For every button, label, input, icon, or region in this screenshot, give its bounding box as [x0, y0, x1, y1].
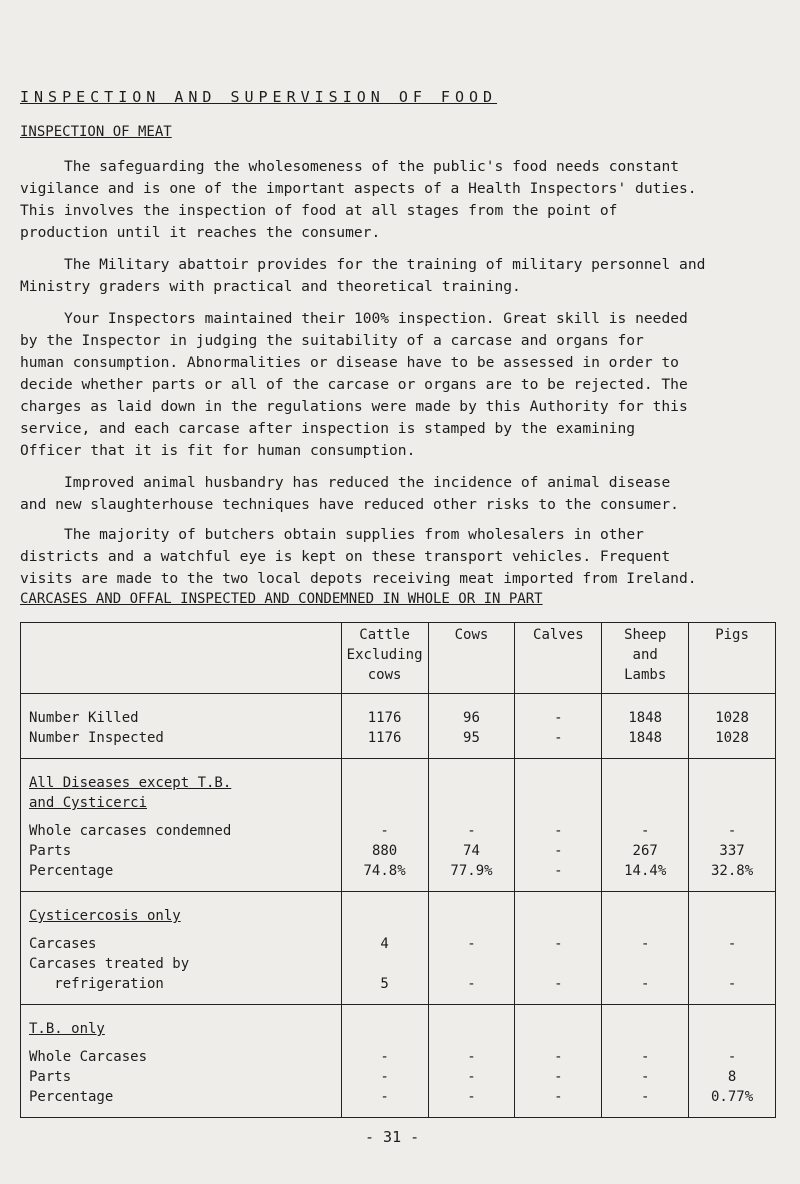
table-body — [21, 694, 776, 1118]
paragraph-1 — [20, 156, 780, 244]
row-labels — [21, 694, 342, 759]
cell-value: 1848 — [628, 730, 663, 746]
column-header — [341, 623, 428, 694]
cell-value: - — [554, 976, 563, 992]
cell-value: 8 — [727, 1069, 737, 1085]
cell-value: - — [554, 1069, 563, 1085]
value-cell — [515, 759, 602, 892]
value-cell — [602, 892, 689, 1005]
section-heading-line: and Cysticerci — [29, 795, 148, 811]
cell-value: - — [467, 936, 476, 952]
cell-value — [515, 954, 601, 974]
value-cell — [428, 1005, 515, 1118]
cell-spacer — [689, 1019, 775, 1047]
cell-value: - — [640, 1069, 650, 1085]
cell-value: - — [380, 1049, 389, 1065]
table-section — [21, 759, 776, 892]
cell-value — [429, 954, 515, 974]
paragraph-line: human consumption. Abnormalities or disease have to be assessed in order to — [20, 354, 679, 371]
cell-value: - — [380, 1089, 389, 1105]
cell-value: - — [467, 1089, 476, 1105]
cell-value: - — [727, 976, 737, 992]
cell-value: - — [467, 1069, 476, 1085]
cell-value — [689, 954, 775, 974]
table-section — [21, 892, 776, 1005]
cell-value — [602, 954, 688, 974]
paragraph-line: Improved animal husbandry has reduced the incidence of animal disease — [64, 474, 671, 491]
row-label: Carcases treated by — [29, 956, 190, 972]
value-cell — [602, 759, 689, 892]
cell-value: - — [554, 1049, 563, 1065]
paragraph-line: Ministry graders with practical and theoretical training. — [20, 278, 521, 295]
cell-spacer — [602, 773, 688, 821]
paragraph-line: and new slaughterhouse techniques have reduced other risks to the consumer. — [20, 496, 679, 513]
column-header-line: Excluding — [346, 647, 423, 663]
cell-value: - — [554, 843, 563, 859]
cell-value: - — [380, 1069, 389, 1085]
value-cell — [341, 1005, 428, 1118]
cell-value: - — [727, 936, 737, 952]
column-header-line: Pigs — [715, 627, 749, 643]
page-number: - 31 - — [365, 1128, 420, 1146]
paragraph-line: This involves the inspection of food at all stages from the point of — [20, 202, 618, 219]
column-header-line: and — [632, 647, 658, 663]
cell-value: 1848 — [628, 710, 663, 726]
row-labels — [21, 892, 342, 1005]
cell-value: 0.77% — [710, 1089, 754, 1105]
row-label: Whole carcases condemned — [29, 823, 232, 839]
column-header — [689, 623, 776, 694]
row-label: Parts — [29, 1069, 72, 1085]
cell-value: 4 — [380, 936, 389, 952]
value-cell — [341, 759, 428, 892]
paragraph-5 — [20, 524, 780, 590]
section-heading-line: T.B. only — [29, 1021, 105, 1037]
cell-value: 1176 — [367, 730, 402, 746]
value-cell — [341, 694, 428, 759]
cell-value: 95 — [463, 730, 480, 746]
cell-spacer — [429, 1019, 515, 1047]
column-header-line: Calves — [533, 627, 584, 643]
value-cell — [428, 892, 515, 1005]
cell-value: 337 — [719, 843, 745, 859]
cell-value: 1028 — [715, 730, 749, 746]
table-section — [21, 694, 776, 759]
cell-value: - — [467, 823, 476, 839]
value-cell — [428, 759, 515, 892]
cell-spacer — [689, 906, 775, 934]
paragraph-line: The Military abattoir provides for the training of military personnel and — [64, 256, 706, 273]
cell-value: - — [380, 823, 389, 839]
cell-value: 267 — [632, 843, 658, 859]
paragraph-line: by the Inspector in judging the suitability of a carcase and organs for — [20, 332, 644, 349]
cell-value: 32.8% — [710, 863, 754, 879]
header-blank — [21, 623, 342, 694]
paragraph-4 — [20, 472, 780, 516]
value-cell — [689, 759, 776, 892]
cell-value: - — [640, 936, 650, 952]
carcase-table — [20, 622, 776, 1118]
cell-value: - — [554, 863, 563, 879]
paragraph-line: Officer that it is fit for human consumption. — [20, 442, 416, 459]
section-heading: INSPECTION OF MEAT — [20, 124, 172, 140]
section-heading-line: All Diseases except T.B. — [29, 775, 232, 791]
cell-value: - — [554, 823, 563, 839]
cell-value: - — [727, 1049, 737, 1065]
cell-spacer — [515, 906, 601, 934]
paragraph-3 — [20, 308, 780, 462]
paragraph-line: production until it reaches the consumer. — [20, 224, 381, 241]
paragraph-line: decide whether parts or all of the carcase or organs are to be rejected. The — [20, 376, 688, 393]
cell-value: 1176 — [367, 710, 402, 726]
cell-value: - — [640, 823, 650, 839]
column-header-line: Lambs — [624, 667, 667, 683]
row-labels — [21, 1005, 342, 1118]
cell-value: - — [467, 976, 476, 992]
row-label: Carcases — [29, 936, 97, 952]
cell-spacer — [689, 773, 775, 821]
row-label: refrigeration — [29, 976, 164, 992]
cell-value: - — [554, 936, 563, 952]
column-header-line: Cows — [454, 627, 489, 643]
column-header-line: Sheep — [624, 627, 667, 643]
cell-value: 14.4% — [624, 863, 667, 879]
value-cell — [689, 892, 776, 1005]
cell-value: - — [554, 730, 563, 746]
cell-value: - — [727, 823, 737, 839]
table-header-row — [21, 623, 776, 694]
paragraph-line: districts and a watchful eye is kept on these transport vehicles. Frequent — [20, 548, 671, 565]
cell-value: 880 — [371, 843, 398, 859]
paragraph-line: The safeguarding the wholesomeness of the public's food needs constant — [64, 158, 680, 175]
value-cell — [689, 1005, 776, 1118]
value-cell — [428, 694, 515, 759]
table-section — [21, 1005, 776, 1118]
cell-spacer — [515, 773, 601, 821]
value-cell — [515, 892, 602, 1005]
cell-spacer — [342, 906, 428, 934]
section-spacer — [29, 1039, 341, 1047]
paragraph-line: vigilance and is one of the important aspects of a Health Inspectors' duties. — [20, 180, 697, 197]
cell-value: - — [640, 976, 650, 992]
row-label: Number Inspected — [29, 730, 164, 746]
cell-value: - — [467, 1049, 476, 1065]
row-label: Whole Carcases — [29, 1049, 148, 1065]
cell-value: - — [554, 1089, 563, 1105]
value-cell — [689, 694, 776, 759]
row-label: Parts — [29, 843, 72, 859]
cell-spacer — [342, 1019, 428, 1047]
section-heading-line: Cysticercosis only — [29, 908, 181, 924]
cell-spacer — [342, 773, 428, 821]
cell-value: 77.9% — [450, 863, 493, 879]
value-cell — [602, 694, 689, 759]
value-cell — [515, 694, 602, 759]
paragraph-line: charges as laid down in the regulations were made by this Authority for this — [20, 398, 688, 415]
paragraph-2 — [20, 254, 780, 298]
cell-value: 5 — [380, 976, 389, 992]
value-cell — [515, 1005, 602, 1118]
paragraph-line: service, and each carcase after inspection is stamped by the examining — [20, 420, 636, 437]
paragraph-line: The majority of butchers obtain supplies from wholesalers in other — [64, 526, 644, 543]
column-header-line: cows — [367, 667, 402, 683]
cell-value: 96 — [463, 710, 480, 726]
section-spacer — [29, 813, 341, 821]
column-header — [428, 623, 515, 694]
cell-value — [342, 954, 428, 974]
row-label: Percentage — [29, 863, 114, 879]
cell-spacer — [429, 906, 515, 934]
table-heading: CARCASES AND OFFAL INSPECTED AND CONDEMNED IN WHOLE OR IN PART — [20, 591, 543, 607]
row-label: Percentage — [29, 1089, 114, 1105]
paragraph-line: Your Inspectors maintained their 100% inspection. Great skill is needed — [64, 310, 688, 327]
cell-spacer — [515, 1019, 601, 1047]
cell-spacer — [602, 906, 688, 934]
cell-spacer — [602, 1019, 688, 1047]
cell-value: - — [554, 710, 563, 726]
paragraph-line: visits are made to the two local depots receiving meat imported from Ireland. — [20, 570, 697, 587]
column-header — [602, 623, 689, 694]
cell-value: 74 — [463, 843, 480, 859]
cell-spacer — [429, 773, 515, 821]
cell-value: - — [640, 1089, 650, 1105]
column-header-line: Cattle — [359, 627, 410, 643]
value-cell — [602, 1005, 689, 1118]
cell-value: 1028 — [715, 710, 749, 726]
section-spacer — [29, 926, 341, 934]
row-labels — [21, 759, 342, 892]
cell-value: - — [640, 1049, 650, 1065]
value-cell — [341, 892, 428, 1005]
cell-value: 74.8% — [363, 863, 406, 879]
row-label: Number Killed — [29, 710, 139, 726]
page-title: INSPECTION AND SUPERVISION OF FOOD — [20, 88, 498, 106]
column-header — [515, 623, 602, 694]
